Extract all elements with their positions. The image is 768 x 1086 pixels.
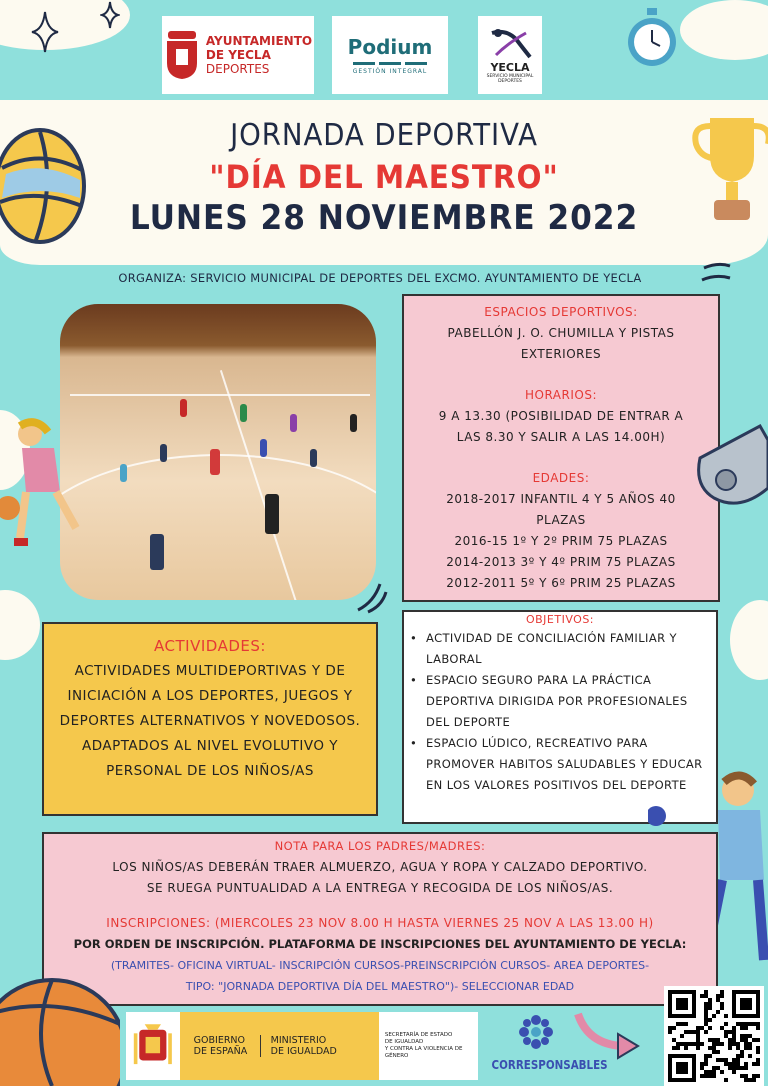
- swoosh-decoration: [352, 578, 388, 614]
- cloud-decoration: [0, 590, 40, 660]
- ministerio-text: MINISTERIO: [270, 1035, 327, 1046]
- ministerio-text: DE IGUALDAD: [270, 1046, 337, 1057]
- yecla-sport-logo: [478, 16, 542, 94]
- nota-box: [42, 832, 718, 1006]
- gobierno-text: GOBIERNO: [193, 1035, 246, 1046]
- cloud-decoration: [680, 0, 768, 60]
- logo-text: DE YECLA: [205, 48, 271, 62]
- yecla-sub: SERVICIO MUNICIPAL: [486, 73, 534, 79]
- podium-name: Podium: [347, 35, 433, 59]
- podium-logo: [332, 16, 448, 94]
- nota-line: LOS NIÑOS/AS DEBERÁN TRAER ALMUERZO, AGUA Y ROPA Y CALZADO DEPORTIVO.: [112, 860, 648, 874]
- gym-photo: [60, 304, 376, 600]
- objetivo-item: • ESPACIO SEGURO PARA LA PRÁCTICA DEPORTIVA DIRIGIDA POR PROFESIONALES DEL DEPORTE: [404, 670, 708, 733]
- spain-coat-of-arms-icon: [132, 1018, 174, 1074]
- logo-text: DEPORTES: [205, 62, 270, 76]
- objetivos-title: OBJETIVOS:: [525, 613, 595, 626]
- edades-item: 2018-2017 INFANTIL 4 Y 5 AÑOS 40 PLAZAS: [446, 492, 676, 527]
- ayuntamiento-logo: [162, 16, 314, 94]
- title-line-1: JORNADA DEPORTIVA: [230, 118, 538, 153]
- coat-of-arms-icon: [164, 29, 200, 81]
- logo-text: AYUNTAMIENTO: [205, 34, 313, 48]
- edades-item: 2012-2011 5º Y 6º PRIM 25 PLAZAS: [446, 576, 676, 590]
- arrow-icon: [574, 1008, 644, 1060]
- secretaria-text: DE IGUALDAD: [384, 1039, 424, 1045]
- qr-code-pattern: [668, 990, 760, 1082]
- podium-sub: GESTIÓN INTEGRAL: [352, 68, 428, 75]
- orden-text: POR ORDEN DE INSCRIPCIÓN. PLATAFORMA DE INSCRIPCIONES DEL AYUNTAMIENTO DE YECLA:: [73, 937, 687, 951]
- edades-item: 2016-15 1º Y 2º PRIM 75 PLAZAS: [454, 534, 668, 548]
- qr-code[interactable]: [664, 986, 764, 1086]
- actividades-title: ACTIVIDADES:: [154, 637, 266, 655]
- sparkle-icon: [30, 10, 60, 54]
- gobierno-band: [180, 1012, 379, 1080]
- sparkle-icon: [100, 0, 120, 30]
- yecla-sub: DEPORTES: [498, 78, 522, 84]
- edades-title: EDADES:: [532, 471, 590, 485]
- nota-line: SE RUEGA PUNTUALIDAD A LA ENTREGA Y RECOGIDA DE LOS NIÑOS/AS.: [146, 881, 614, 895]
- secretaria-text: Y CONTRA LA VIOLENCIA DE GÉNERO: [384, 1046, 463, 1059]
- swoosh-decoration: [700, 262, 734, 286]
- corresponsables-flower-icon: [516, 1012, 556, 1052]
- actividades-box: [42, 622, 378, 816]
- secretaria-text: SECRETARÍA DE ESTADO: [384, 1032, 453, 1038]
- objetivo-item: • ACTIVIDAD DE CONCILIACIÓN FAMILIAR Y LABORAL: [404, 628, 708, 670]
- yecla-name: YECLA: [490, 60, 530, 74]
- gobierno-text: DE ESPAÑA: [193, 1046, 248, 1057]
- runner-icon: [486, 27, 534, 61]
- government-logos: [126, 1012, 478, 1080]
- cloud-decoration: [730, 600, 768, 680]
- basketball-icon: [0, 964, 120, 1086]
- ruta-text: TIPO: "JORNADA DEPORTIVA DÍA DEL MAESTRO")- SELECCIONAR EDAD: [185, 980, 575, 993]
- horarios-title: HORARIOS:: [524, 388, 597, 402]
- podium-bars: [353, 62, 427, 65]
- corresponsables-text: CORRESPONSABLES: [491, 1058, 608, 1072]
- title-line-2: "DÍA DEL MAESTRO": [209, 158, 559, 196]
- espacios-title: ESPACIOS DEPORTIVOS:: [484, 305, 638, 319]
- ruta-text: (TRAMITES- OFICINA VIRTUAL- INSCRIPCIÓN CURSOS-PREINSCRIPCIÓN CURSOS- AREA DEPORTES-: [110, 959, 650, 972]
- objetivo-item: • ESPACIO LÚDICO, RECREATIVO PARA PROMOVER HABITOS SALUDABLES Y EDUCAR EN LOS VALORES POSITIVOS DEL DEPORTE: [404, 733, 708, 796]
- organiza-text: ORGANIZA: SERVICIO MUNICIPAL DE DEPORTES DEL EXCMO. AYUNTAMIENTO DE YECLA: [118, 271, 642, 285]
- info-box: [402, 294, 720, 602]
- espacios-text: PABELLÓN J. O. CHUMILLA Y PISTAS EXTERIORES: [447, 326, 675, 361]
- inscripciones-text: INSCRIPCIONES: (MIERCOLES 23 NOV 8.00 H HASTA VIERNES 25 NOV A LAS 13.00 H): [106, 916, 654, 930]
- girl-player-illustration: [0, 418, 100, 554]
- edades-item: 2014-2013 3º Y 4º PRIM 75 PLAZAS: [446, 555, 676, 569]
- title-line-3: LUNES 28 NOVIEMBRE 2022: [129, 198, 639, 238]
- horarios-text: 9 A 13.30 (POSIBILIDAD DE ENTRAR A LAS 8.30 Y SALIR A LAS 14.00H): [438, 409, 684, 444]
- nota-title: NOTA PARA LOS PADRES/MADRES:: [274, 839, 486, 853]
- actividades-text: ACTIVIDADES MULTIDEPORTIVAS Y DE INICIACIÓN A LOS DEPORTES, JUEGOS Y DEPORTES ALTERNATIVOS Y NOVEDOSOS. ADAPTADOS AL NIVEL EVOLUTIVO Y PERSONAL DE LOS NIÑOS/AS: [59, 663, 361, 779]
- whistle-icon: [690, 418, 768, 514]
- stopwatch-icon: [624, 6, 680, 68]
